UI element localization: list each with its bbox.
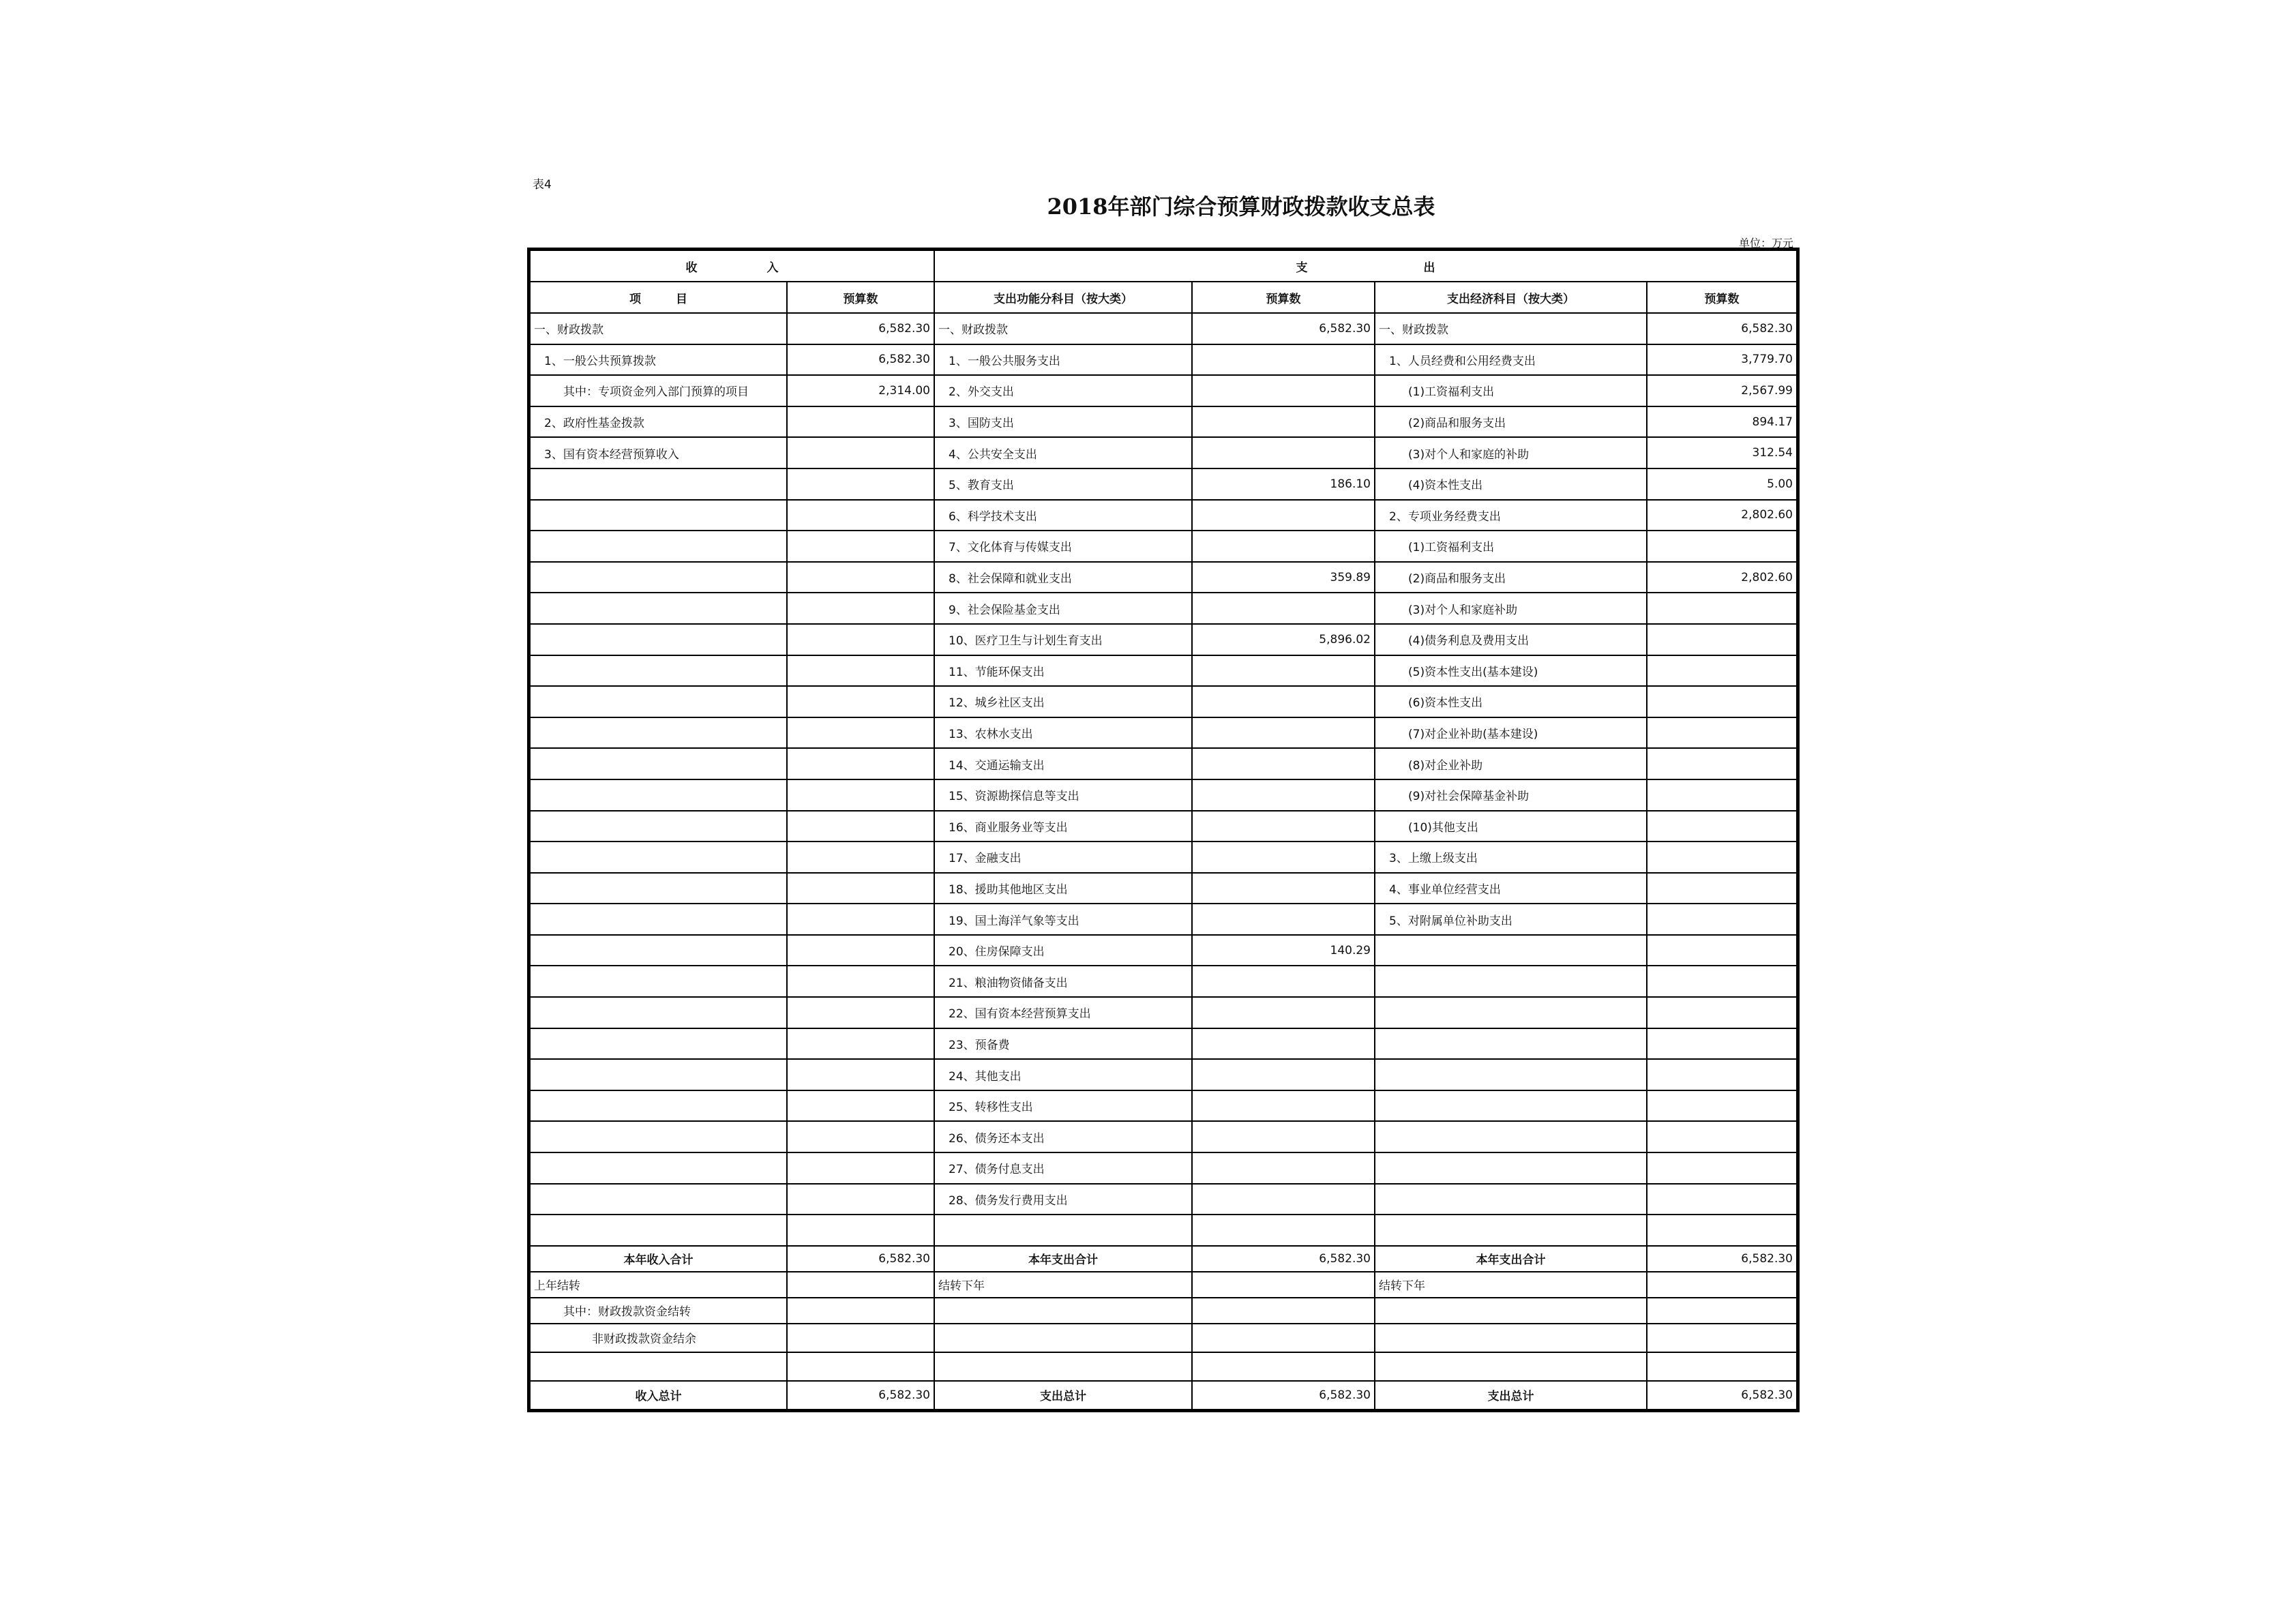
empty-cell	[1192, 1272, 1375, 1298]
economic-item: 1、人员经费和公用经费支出	[1375, 344, 1647, 376]
income-amount	[787, 562, 934, 593]
income-amount	[787, 686, 934, 717]
table-row	[530, 344, 1797, 376]
functional-item: 3、国防支出	[934, 406, 1192, 438]
prev-year-carryover: 上年结转	[530, 1272, 787, 1298]
economic-item: 2、专项业务经费支出	[1375, 500, 1647, 531]
table-row	[530, 904, 1797, 935]
annual-eco-amount: 6,582.30	[1647, 1246, 1797, 1272]
page-title: 2018年部门综合预算财政拨款收支总表	[1047, 194, 1435, 220]
functional-item: 21、粮油物资储备支出	[934, 966, 1192, 997]
income-amount	[787, 966, 934, 997]
economic-item	[1375, 1028, 1647, 1060]
income-amount	[787, 1028, 934, 1060]
economic-amount: 6,582.30	[1647, 313, 1797, 344]
table-row	[530, 1059, 1797, 1090]
economic-amount	[1647, 655, 1797, 687]
functional-amount	[1192, 873, 1375, 904]
economic-item: (3)对个人和家庭的补助	[1375, 437, 1647, 468]
economic-amount	[1647, 1215, 1797, 1246]
income-item: 1、一般公共预算拨款	[530, 344, 787, 376]
table-row	[530, 842, 1797, 873]
table-row	[530, 966, 1797, 997]
economic-amount	[1647, 1152, 1797, 1184]
economic-amount	[1647, 873, 1797, 904]
income-item	[530, 842, 787, 873]
table-row	[530, 935, 1797, 966]
income-item	[530, 655, 787, 687]
economic-amount	[1647, 1184, 1797, 1215]
annual-income-amount: 6,582.30	[787, 1246, 934, 1272]
income-item: 一、财政拨款	[530, 313, 787, 344]
income-item	[530, 468, 787, 500]
income-amount	[787, 1121, 934, 1152]
income-item	[530, 686, 787, 717]
table-row	[530, 686, 1797, 717]
income-amount	[787, 997, 934, 1028]
income-amount	[787, 873, 934, 904]
table-row	[530, 1184, 1797, 1215]
income-item	[530, 624, 787, 655]
income-item	[530, 717, 787, 749]
income-amount	[787, 500, 934, 531]
table-row	[530, 375, 1797, 406]
grand-func-amount: 6,582.30	[1192, 1381, 1375, 1410]
functional-item: 25、转移性支出	[934, 1090, 1192, 1122]
economic-amount	[1647, 531, 1797, 562]
table-row	[530, 997, 1797, 1028]
functional-item: 15、资源勘探信息等支出	[934, 779, 1192, 811]
income-amount	[787, 531, 934, 562]
functional-item: 一、财政拨款	[934, 313, 1192, 344]
table-row	[530, 406, 1797, 438]
table-row	[530, 1121, 1797, 1152]
income-amount	[787, 842, 934, 873]
income-item	[530, 935, 787, 966]
table-row	[530, 748, 1797, 779]
empty-cell	[934, 1324, 1192, 1352]
next-year-carryover-eco: 结转下年	[1375, 1272, 1647, 1298]
functional-amount	[1192, 500, 1375, 531]
economic-amount	[1647, 593, 1797, 624]
economic-amount	[1647, 1028, 1797, 1060]
economic-amount	[1647, 811, 1797, 842]
empty-cell	[1375, 1352, 1647, 1381]
economic-amount	[1647, 717, 1797, 749]
carryover-row	[530, 1272, 1797, 1298]
economic-item: (5)资本性支出(基本建设)	[1375, 655, 1647, 687]
table-row	[530, 779, 1797, 811]
empty-cell	[787, 1324, 934, 1352]
economic-amount	[1647, 624, 1797, 655]
income-amount	[787, 437, 934, 468]
income-amount	[787, 935, 934, 966]
budget-table	[529, 250, 1798, 1410]
functional-column-header: 支出功能分科目（按大类）	[934, 282, 1192, 313]
functional-amount	[1192, 966, 1375, 997]
functional-amount	[1192, 1059, 1375, 1090]
empty-cell	[1647, 1298, 1797, 1324]
income-item	[530, 1121, 787, 1152]
empty-cell	[1192, 1352, 1375, 1381]
income-item	[530, 779, 787, 811]
empty-cell	[1375, 1298, 1647, 1324]
economic-item: (2)商品和服务支出	[1375, 406, 1647, 438]
functional-item: 8、社会保障和就业支出	[934, 562, 1192, 593]
economic-amount	[1647, 1059, 1797, 1090]
economic-amount: 5.00	[1647, 468, 1797, 500]
economic-item: 3、上缴上级支出	[1375, 842, 1647, 873]
functional-item: 9、社会保险基金支出	[934, 593, 1192, 624]
economic-amount: 312.54	[1647, 437, 1797, 468]
economic-amount: 3,779.70	[1647, 344, 1797, 376]
empty-cell	[787, 1298, 934, 1324]
income-amount	[787, 1152, 934, 1184]
income-item	[530, 500, 787, 531]
table-row	[530, 873, 1797, 904]
economic-column-header: 支出经济科目（按大类）	[1375, 282, 1647, 313]
economic-item	[1375, 1121, 1647, 1152]
income-amount	[787, 1184, 934, 1215]
functional-item: 5、教育支出	[934, 468, 1192, 500]
economic-item	[1375, 935, 1647, 966]
functional-amount	[1192, 655, 1375, 687]
nonfiscal-balance-row	[530, 1324, 1797, 1352]
economic-amount	[1647, 935, 1797, 966]
annual-total-row	[530, 1246, 1797, 1272]
functional-amount	[1192, 344, 1375, 376]
grand-eco-amount: 6,582.30	[1647, 1381, 1797, 1410]
functional-amount: 186.10	[1192, 468, 1375, 500]
functional-amount	[1192, 811, 1375, 842]
economic-amount	[1647, 904, 1797, 935]
income-amount-column-header: 预算数	[787, 282, 934, 313]
functional-amount	[1192, 842, 1375, 873]
income-amount	[787, 748, 934, 779]
economic-item: (8)对企业补助	[1375, 748, 1647, 779]
functional-amount	[1192, 686, 1375, 717]
functional-item: 17、金融支出	[934, 842, 1192, 873]
table-row	[530, 562, 1797, 593]
functional-amount-column-header: 预算数	[1192, 282, 1375, 313]
empty-cell	[1647, 1352, 1797, 1381]
economic-amount	[1647, 966, 1797, 997]
item-column-header: 项 目	[530, 282, 787, 313]
functional-item: 28、债务发行费用支出	[934, 1184, 1192, 1215]
functional-amount	[1192, 1121, 1375, 1152]
functional-amount	[1192, 1090, 1375, 1122]
fiscal-carryover-label: 其中：财政拨款资金结转	[530, 1298, 787, 1324]
economic-amount: 894.17	[1647, 406, 1797, 438]
annual-income-label: 本年收入合计	[530, 1246, 787, 1272]
functional-item: 6、科学技术支出	[934, 500, 1192, 531]
functional-amount: 359.89	[1192, 562, 1375, 593]
table-row	[530, 593, 1797, 624]
functional-amount: 140.29	[1192, 935, 1375, 966]
income-amount	[787, 1059, 934, 1090]
economic-amount	[1647, 842, 1797, 873]
functional-item: 7、文化体育与传媒支出	[934, 531, 1192, 562]
grand-income-label: 收入总计	[530, 1381, 787, 1410]
economic-item	[1375, 966, 1647, 997]
functional-amount: 6,582.30	[1192, 313, 1375, 344]
grand-income-amount: 6,582.30	[787, 1381, 934, 1410]
functional-amount	[1192, 1152, 1375, 1184]
income-amount	[787, 1215, 934, 1246]
income-amount	[787, 1090, 934, 1122]
economic-amount	[1647, 1090, 1797, 1122]
functional-amount	[1192, 1215, 1375, 1246]
functional-item: 23、预备费	[934, 1028, 1192, 1060]
income-item: 2、政府性基金拨款	[530, 406, 787, 438]
economic-amount	[1647, 748, 1797, 779]
table-row	[530, 655, 1797, 687]
income-item: 其中：专项资金列入部门预算的项目	[530, 375, 787, 406]
functional-amount	[1192, 375, 1375, 406]
economic-item: (4)资本性支出	[1375, 468, 1647, 500]
functional-item: 22、国有资本经营预算支出	[934, 997, 1192, 1028]
functional-amount	[1192, 779, 1375, 811]
table-row	[530, 1215, 1797, 1246]
grand-eco-label: 支出总计	[1375, 1381, 1647, 1410]
economic-item: (4)债务利息及费用支出	[1375, 624, 1647, 655]
functional-amount: 5,896.02	[1192, 624, 1375, 655]
income-amount	[787, 717, 934, 749]
functional-item: 20、住房保障支出	[934, 935, 1192, 966]
table-row	[530, 500, 1797, 531]
group-header-row	[530, 250, 1797, 282]
income-item	[530, 873, 787, 904]
economic-item: 一、财政拨款	[1375, 313, 1647, 344]
functional-item: 24、其他支出	[934, 1059, 1192, 1090]
income-amount	[787, 624, 934, 655]
table-row	[530, 437, 1797, 468]
table-row	[530, 468, 1797, 500]
economic-item: (10)其他支出	[1375, 811, 1647, 842]
unit-label: 单位：万元	[1738, 237, 1793, 250]
table-row	[530, 313, 1797, 344]
functional-item: 16、商业服务业等支出	[934, 811, 1192, 842]
annual-eco-label: 本年支出合计	[1375, 1246, 1647, 1272]
table-row	[530, 1152, 1797, 1184]
table-row	[530, 717, 1797, 749]
functional-item: 26、债务还本支出	[934, 1121, 1192, 1152]
functional-amount	[1192, 406, 1375, 438]
economic-item: (2)商品和服务支出	[1375, 562, 1647, 593]
economic-item: (1)工资福利支出	[1375, 375, 1647, 406]
grand-total-row	[530, 1381, 1797, 1410]
income-item	[530, 811, 787, 842]
table-row	[530, 1028, 1797, 1060]
functional-amount	[1192, 1028, 1375, 1060]
empty-cell	[530, 1352, 787, 1381]
economic-item: (9)对社会保障基金补助	[1375, 779, 1647, 811]
functional-item: 1、一般公共服务支出	[934, 344, 1192, 376]
functional-amount	[1192, 437, 1375, 468]
functional-item: 12、城乡社区支出	[934, 686, 1192, 717]
economic-item	[1375, 997, 1647, 1028]
economic-item: (7)对企业补助(基本建设)	[1375, 717, 1647, 749]
economic-item	[1375, 1059, 1647, 1090]
economic-amount: 2,802.60	[1647, 562, 1797, 593]
income-amount: 6,582.30	[787, 344, 934, 376]
empty-cell	[934, 1298, 1192, 1324]
income-amount	[787, 406, 934, 438]
functional-item: 11、节能环保支出	[934, 655, 1192, 687]
table-row	[530, 811, 1797, 842]
functional-item: 13、农林水支出	[934, 717, 1192, 749]
nonfiscal-balance-label: 非财政拨款资金结余	[530, 1324, 787, 1352]
income-amount	[787, 655, 934, 687]
income-item	[530, 997, 787, 1028]
economic-amount: 2,802.60	[1647, 500, 1797, 531]
income-item: 3、国有资本经营预算收入	[530, 437, 787, 468]
economic-item: (6)资本性支出	[1375, 686, 1647, 717]
economic-amount	[1647, 997, 1797, 1028]
expense-group-header: 支 出	[934, 250, 1797, 282]
economic-item: 5、对附属单位补助支出	[1375, 904, 1647, 935]
functional-amount	[1192, 593, 1375, 624]
economic-amount	[1647, 686, 1797, 717]
empty-cell	[787, 1352, 934, 1381]
income-item	[530, 1059, 787, 1090]
income-item	[530, 1184, 787, 1215]
economic-item	[1375, 1152, 1647, 1184]
income-amount	[787, 779, 934, 811]
economic-item	[1375, 1090, 1647, 1122]
functional-item: 2、外交支出	[934, 375, 1192, 406]
income-item	[530, 593, 787, 624]
income-item	[530, 531, 787, 562]
column-header-row	[530, 282, 1797, 313]
income-item	[530, 1028, 787, 1060]
annual-func-label: 本年支出合计	[934, 1246, 1192, 1272]
empty-cell	[1192, 1324, 1375, 1352]
functional-item	[934, 1215, 1192, 1246]
annual-func-amount: 6,582.30	[1192, 1246, 1375, 1272]
income-amount: 6,582.30	[787, 313, 934, 344]
fiscal-carryover-row	[530, 1298, 1797, 1324]
income-item	[530, 1152, 787, 1184]
income-group-header: 收 入	[530, 250, 934, 282]
table-label: 表4	[533, 178, 552, 192]
empty-cell	[934, 1352, 1192, 1381]
income-item	[530, 1215, 787, 1246]
economic-amount: 2,567.99	[1647, 375, 1797, 406]
economic-amount-column-header: 预算数	[1647, 282, 1797, 313]
income-item	[530, 748, 787, 779]
economic-item: (1)工资福利支出	[1375, 531, 1647, 562]
income-item	[530, 966, 787, 997]
blank-row	[530, 1352, 1797, 1381]
functional-item: 19、国土海洋气象等支出	[934, 904, 1192, 935]
functional-amount	[1192, 748, 1375, 779]
functional-amount	[1192, 531, 1375, 562]
functional-item: 18、援助其他地区支出	[934, 873, 1192, 904]
empty-cell	[1192, 1298, 1375, 1324]
income-item	[530, 562, 787, 593]
empty-cell	[1647, 1324, 1797, 1352]
table-row	[530, 1090, 1797, 1122]
income-item	[530, 904, 787, 935]
functional-amount	[1192, 717, 1375, 749]
functional-amount	[1192, 904, 1375, 935]
income-amount	[787, 593, 934, 624]
economic-item: 4、事业单位经营支出	[1375, 873, 1647, 904]
functional-item: 4、公共安全支出	[934, 437, 1192, 468]
economic-item: (3)对个人和家庭补助	[1375, 593, 1647, 624]
grand-func-label: 支出总计	[934, 1381, 1192, 1410]
empty-cell	[1375, 1324, 1647, 1352]
income-amount	[787, 811, 934, 842]
functional-item: 10、医疗卫生与计划生育支出	[934, 624, 1192, 655]
income-item	[530, 1090, 787, 1122]
empty-cell	[1647, 1272, 1797, 1298]
economic-item	[1375, 1215, 1647, 1246]
empty-cell	[787, 1272, 934, 1298]
economic-amount	[1647, 1121, 1797, 1152]
economic-amount	[1647, 779, 1797, 811]
functional-item: 27、债务付息支出	[934, 1152, 1192, 1184]
next-year-carryover-func: 结转下年	[934, 1272, 1192, 1298]
income-amount: 2,314.00	[787, 375, 934, 406]
functional-item: 14、交通运输支出	[934, 748, 1192, 779]
economic-item	[1375, 1184, 1647, 1215]
income-amount	[787, 468, 934, 500]
table-row	[530, 624, 1797, 655]
table-row	[530, 531, 1797, 562]
functional-amount	[1192, 1184, 1375, 1215]
income-amount	[787, 904, 934, 935]
functional-amount	[1192, 997, 1375, 1028]
